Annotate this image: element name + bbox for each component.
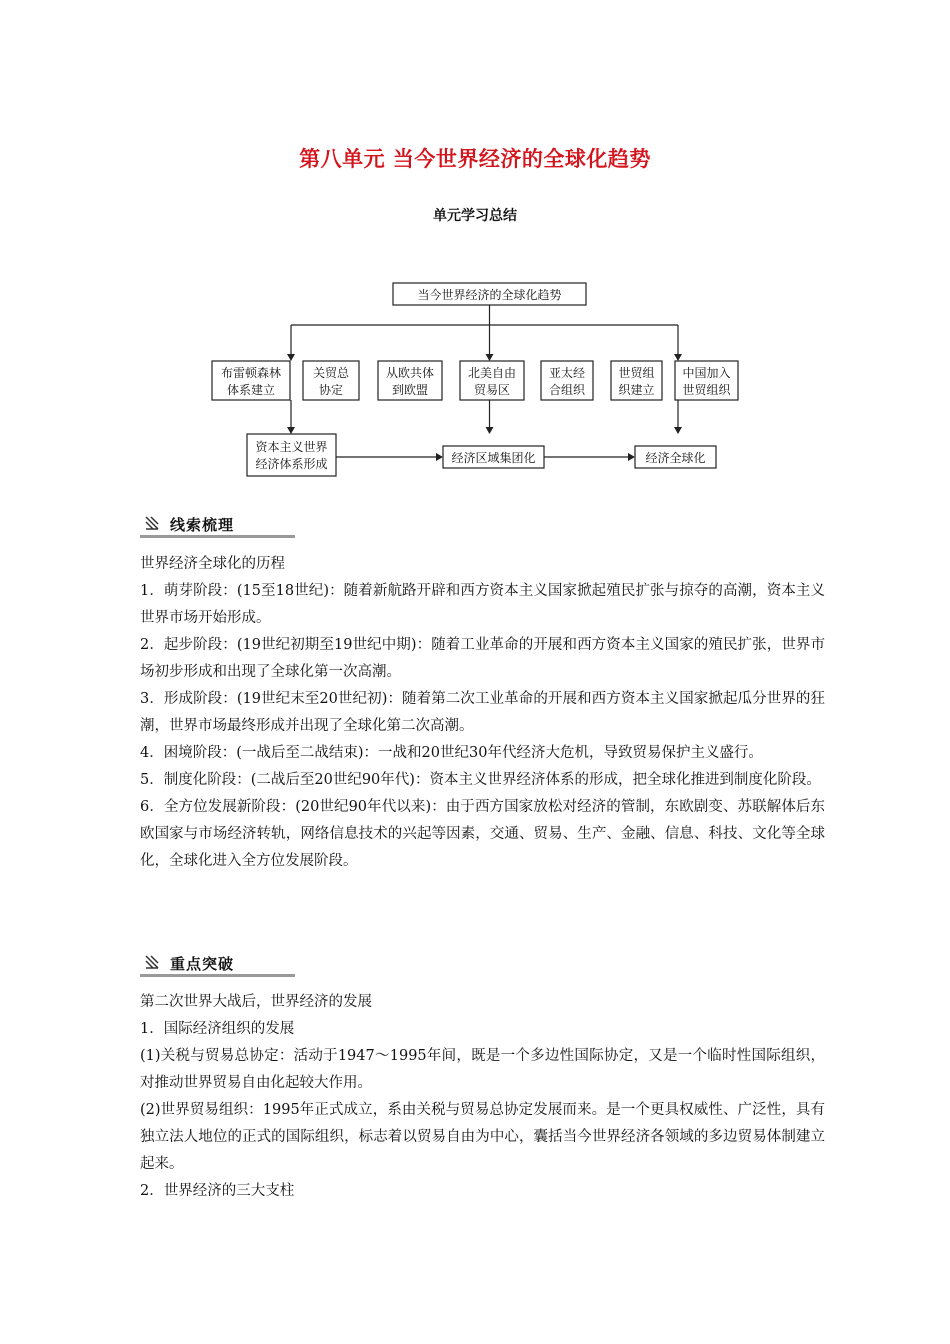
paragraph: 4．困境阶段：(一战后至二战结束)：一战和20世纪30年代经济大危机，导致贸易保护主义盛行。 [140,745,763,761]
node-text: 体系建立 [226,383,276,397]
paragraph: (1)关税与贸易总协定：活动于1947～1995年间，既是一个多边性国际协定，又是一个临时性国际组织，对推动世界贸易自由化起较大作用。 [140,1048,825,1091]
node-eu [378,361,442,400]
diagram-root-box [393,283,586,305]
page-title: 第八单元 当今世界经济的全球化趋势 [299,147,651,171]
node-text: 合组织 [548,383,586,397]
node-text: 中国加入 [682,366,731,380]
paragraph: 3．形成阶段：(19世纪末至20世纪初)：随着第二次工业革命的开展和西方资本主义国家掀起瓜分世界的狂潮，世界市场最终形成并出现了全球化第二次高潮。 [140,691,825,734]
node-text: 关贸总 [312,366,350,380]
node-text: 经济区域集团化 [451,451,536,465]
node-globalization [635,446,716,468]
section-clues-body [140,551,825,875]
paragraph: 5．制度化阶段：(二战后至20世纪90年代)：资本主义世界经济体系的形成，把全球化推进到制度化阶段。 [140,772,821,788]
node-apec [541,361,593,400]
node-text: 北美自由 [467,366,517,380]
node-text: 世贸组 [618,366,655,380]
section-rule [140,535,295,538]
node-capitalist-system [247,434,336,476]
paragraph: 6．全方位发展新阶段：(20世纪90年代以来)：由于西方国家放松对经济的管制，东欧剧变、苏联解体后东欧国家与市场经济转轨，网络信息技术的兴起等因素，交通、贸易、生产、金融、信息、科技、文化等全球化，全球化进入全方位发展阶段。 [140,799,825,869]
node-text: 协定 [318,383,344,397]
node-bretton-woods [212,361,290,400]
node-text: 布雷顿森林 [220,366,282,380]
diagonal-lines-icon [144,954,160,970]
page-subtitle: 单元学习总结 [433,208,517,224]
node-regional-bloc [443,446,544,468]
paragraph: 世界经济全球化的历程 [140,556,285,572]
node-text: 贸易区 [473,383,511,397]
node-china-wto [675,361,738,400]
section-key-points-body [140,989,825,1205]
paragraph: 2．起步阶段：(19世纪初期至19世纪中期)：随着工业革命的开展和西方资本主义国家的殖民扩张，世界市场初步形成和出现了全球化第一次高潮。 [140,637,825,680]
node-nafta [460,361,524,400]
node-text: 经济体系形成 [255,457,328,471]
diagonal-lines-icon [144,515,160,531]
paragraph: 第二次世界大战后，世界经济的发展 [140,994,372,1010]
section-heading-key-points [140,950,295,978]
node-text: 资本主义世界 [255,440,328,454]
node-text: 亚太经 [548,366,586,380]
diagram-root-text: 当今世界经济的全球化趋势 [417,288,562,302]
node-text: 到欧盟 [391,383,429,397]
node-text: 织建立 [618,383,655,397]
node-text: 世贸组织 [682,383,731,397]
node-wto-founded [611,361,662,400]
section-heading-text: 线索梳理 [170,516,235,534]
concept-diagram [200,278,750,483]
section-heading-text: 重点突破 [170,955,235,973]
node-text: 经济全球化 [645,451,706,465]
node-gatt [303,361,359,400]
node-text: 从欧共体 [385,366,435,380]
section-heading-clues [140,511,295,539]
paragraph: 1．国际经济组织的发展 [140,1021,295,1037]
paragraph: 2．世界经济的三大支柱 [140,1183,295,1199]
paragraph: (2)世界贸易组织：1995年正式成立，系由关税与贸易总协定发展而来。是一个更具权威性、广泛性，具有独立法人地位的正式的国际组织，标志着以贸易自由为中心，囊括当今世界经济各领域的多边贸易体制建立起来。 [140,1102,825,1172]
paragraph: 1．萌芽阶段：(15至18世纪)：随着新航路开辟和西方资本主义国家掀起殖民扩张与掠夺的高潮，资本主义世界市场开始形成。 [140,583,825,626]
section-rule [140,974,295,977]
